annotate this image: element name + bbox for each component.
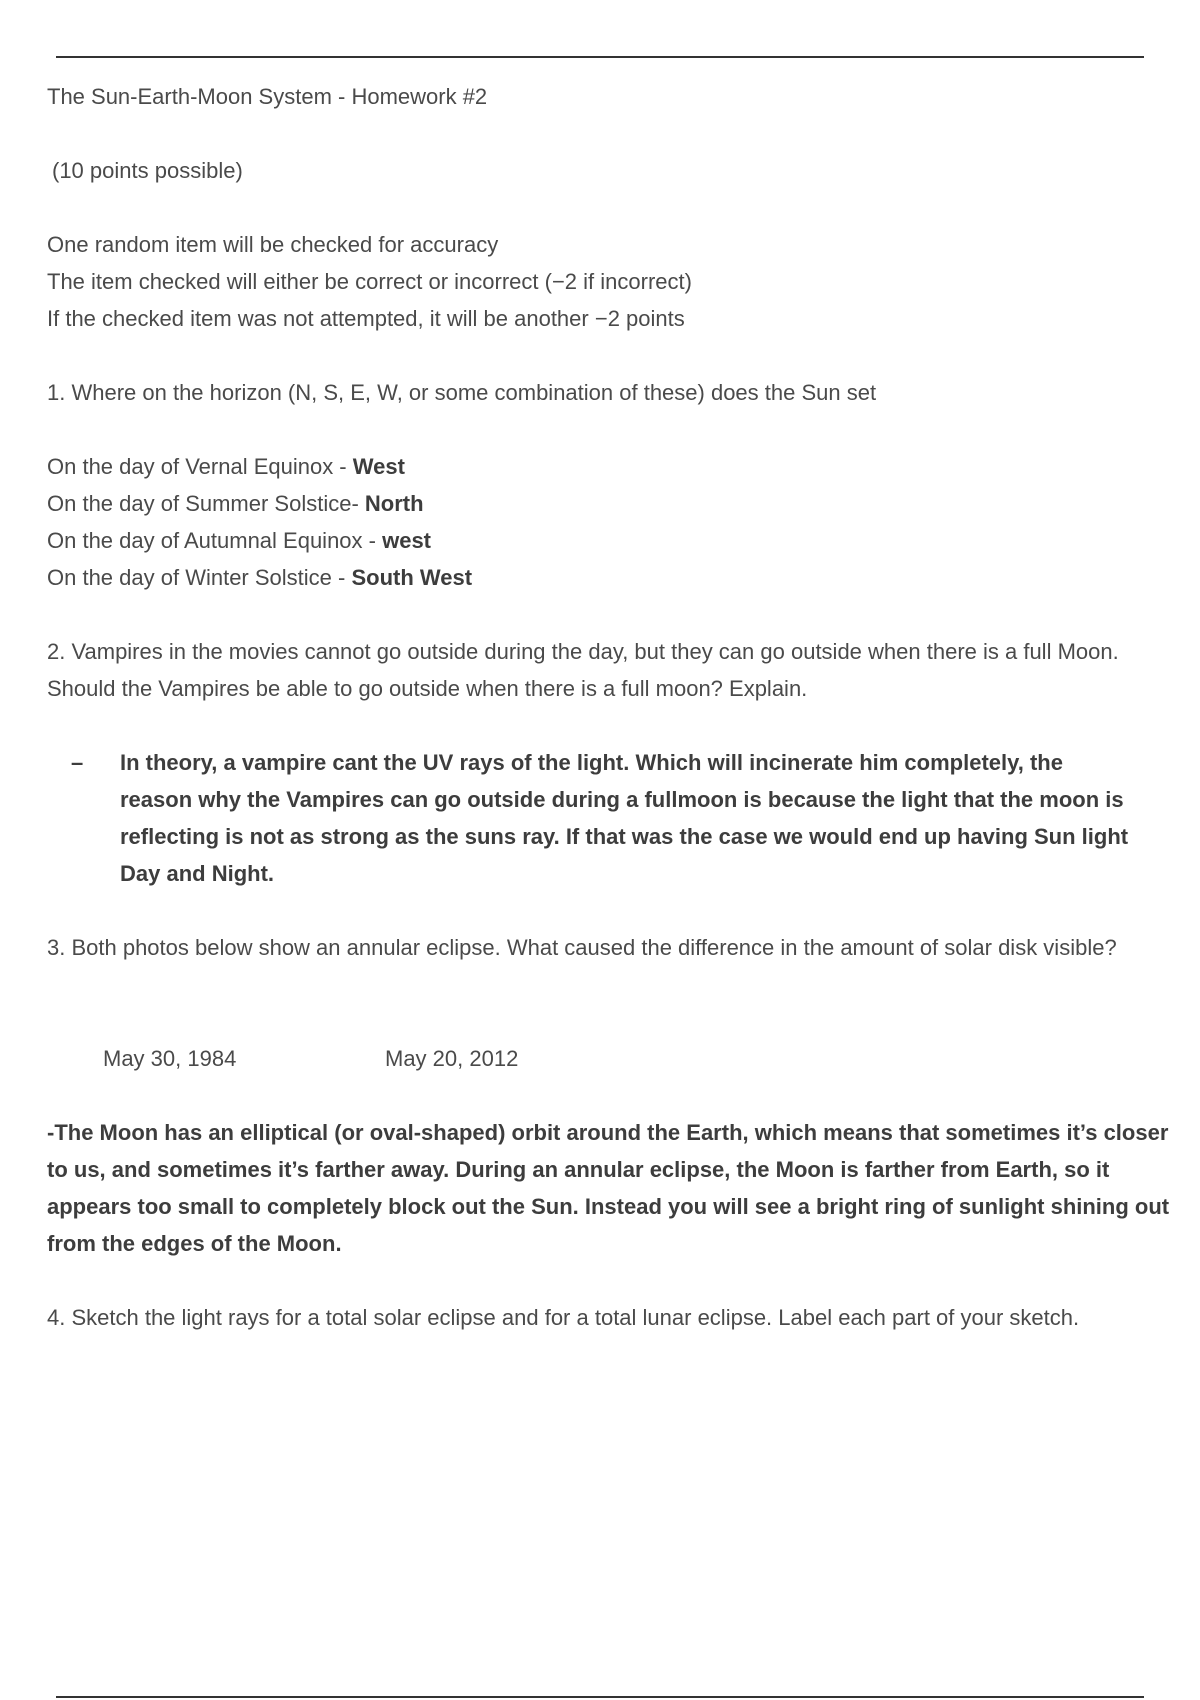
q1-item-label: On the day of Winter Solstice -	[47, 565, 352, 590]
q1-item	[47, 485, 1177, 522]
q1-item	[47, 559, 1177, 596]
rule-line: One random item will be checked for accuracy	[47, 232, 499, 257]
question-1: 1. Where on the horizon (N, S, E, W, or some combination of these) does the Sun set	[47, 380, 877, 405]
question-3: 3. Both photos below show an annular eclipse. What caused the difference in the amount of solar disk visible?	[47, 935, 1117, 960]
rule-line: The item checked will either be correct or incorrect (−2 if incorrect)	[47, 269, 692, 294]
rule-line: If the checked item was not attempted, it will be another −2 points	[47, 306, 685, 331]
top-rule	[56, 56, 1144, 58]
q1-item-label: On the day of Autumnal Equinox -	[47, 528, 383, 553]
points-note: (10 points possible)	[52, 158, 243, 183]
photo-date-2: May 20, 2012	[385, 1046, 519, 1071]
q1-item-answer: North	[364, 491, 424, 516]
bullet-dash: –	[71, 750, 84, 775]
question-2: 2. Vampires in the movies cannot go outside during the day, but they can go outside when there is a full Moon. Should the Vampires be able to go outside when there is a full moon? Explain.	[47, 639, 1119, 701]
q1-item-answer: West	[352, 454, 405, 479]
photo-date-1: May 30, 1984	[103, 1046, 237, 1071]
page-title: The Sun-Earth-Moon System - Homework #2	[47, 84, 488, 109]
q1-item	[47, 448, 1177, 485]
q2-answer	[47, 744, 1130, 892]
photo-dates	[47, 1040, 1177, 1077]
q1-item-answer: South West	[351, 565, 473, 590]
q1-item-answer: west	[382, 528, 432, 553]
q1-item-label: On the day of Vernal Equinox -	[47, 454, 353, 479]
q1-item-label: On the day of Summer Solstice-	[47, 491, 365, 516]
q2-answer-text: In theory, a vampire cant the UV rays of the light. Which will incinerate him completely, the reason why the Vampires can go outside during a fullmoon is because the light that the moon is reflecting is not as strong as the suns ray. If that was the case we would end up having Sun light Day and Night.	[120, 750, 1129, 886]
bottom-rule	[56, 1696, 1144, 1698]
q1-item	[47, 522, 1177, 559]
document-body	[47, 78, 1177, 1336]
q3-answer: -The Moon has an elliptical (or oval-shaped) orbit around the Earth, which means that sometimes it’s closer to us, and sometimes it’s farther away. During an annular eclipse, the Moon is farther from Earth, so it appears too small to completely block out the Sun. Instead you will see a bright ring of sunlight shining out from the edges of the Moon.	[47, 1120, 1170, 1256]
question-4: 4. Sketch the light rays for a total solar eclipse and for a total lunar eclipse. Label each part of your sketch.	[47, 1305, 1080, 1330]
